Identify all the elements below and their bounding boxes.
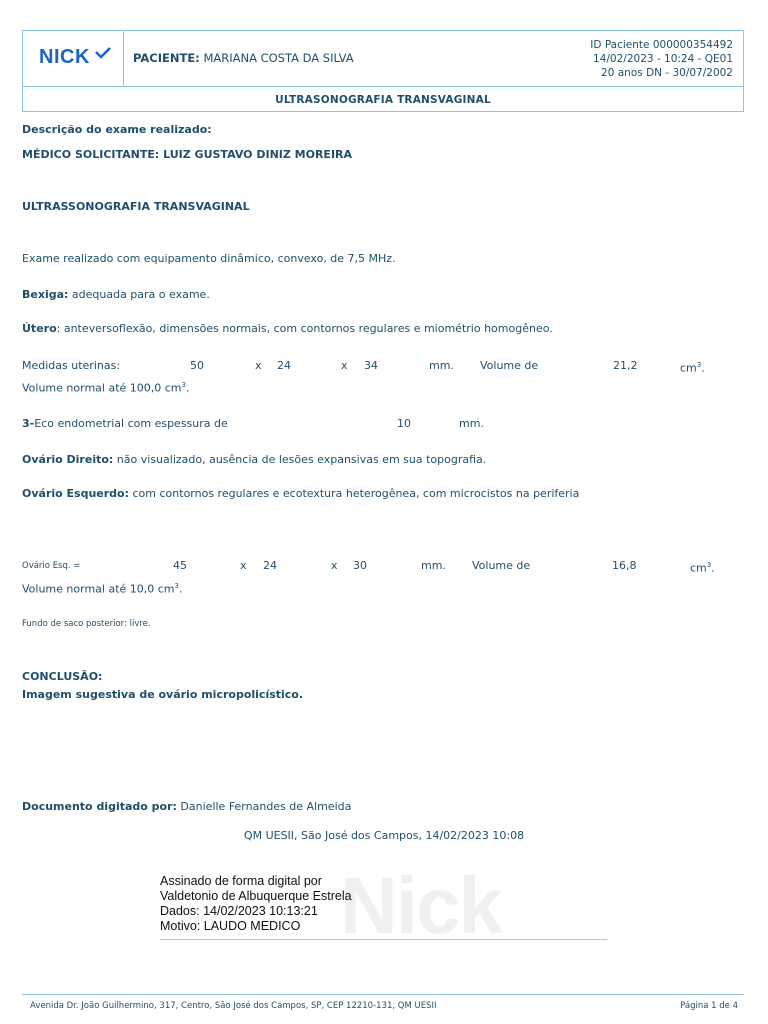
left-ovary-m2: 24 [263, 559, 277, 572]
uterine-volume-unit: $cm^3$. [680, 361, 705, 375]
typed-by-line [22, 800, 351, 813]
report-header [22, 30, 744, 112]
requesting-doctor: MÉDICO SOLICITANTE: LUIZ GUSTAVO DINIZ MOREIRA [22, 148, 353, 161]
ovario-direito-label: Ovário Direito: [22, 453, 114, 466]
page-number: Página 1 de 4 [680, 1001, 738, 1011]
bexiga-line [22, 288, 210, 301]
endometrium-unit: mm. [459, 417, 484, 430]
left-ovary-label: Ovário Esq. = [22, 561, 81, 571]
bexiga-label: Bexiga: [22, 288, 69, 301]
uterine-normal: Volume normal até 100,0 $cm^3$. [22, 381, 190, 395]
endometrium-line [22, 417, 228, 430]
digital-signature [160, 874, 352, 934]
exam-title: ULTRASONOGRAFIA TRANSVAGINAL [275, 94, 491, 106]
patient-age-dob: 20 anos DN - 30/07/2002 [601, 67, 733, 79]
endometrium-value: 10 [397, 417, 411, 430]
uterine-m2: 24 [277, 359, 291, 372]
signature-line-4: Motivo: LAUDO MEDICO [160, 919, 301, 933]
uterine-unit: mm. [429, 359, 454, 372]
uterine-m3: 34 [364, 359, 378, 372]
location-date: QM UESII, São José dos Campos, 14/02/2023 10:08 [243, 829, 525, 842]
uterine-label: Medidas uterinas: [22, 359, 121, 372]
fundo-saco-text: Fundo de saco posterior: livre. [22, 619, 151, 629]
typed-by-label: Documento digitado por: [22, 800, 177, 813]
ovario-direito-line [22, 453, 486, 466]
equipment-text: Exame realizado com equipamento dinâmico, convexo, de 7,5 MHz. [22, 252, 396, 265]
conclusion-label: CONCLUSÃO: [22, 670, 103, 683]
ovario-esquerdo-text: com contornos regulares e ecotextura heterogênea, com microcistos na periferia [129, 487, 580, 500]
header-top-row [23, 31, 743, 86]
uterine-x1: x [255, 359, 262, 372]
conclusion-text: Imagem sugestiva de ovário micropolicístico. [22, 688, 304, 701]
patient-line [133, 51, 354, 65]
uterine-m1: 50 [190, 359, 204, 372]
ovario-esquerdo-label: Ovário Esquerdo: [22, 487, 130, 500]
ovario-direito-text: não visualizado, ausência de lesões expansivas em sua topografia. [113, 453, 487, 466]
logo-check-icon [95, 47, 111, 59]
left-ovary-unit: mm. [421, 559, 446, 572]
footer-divider [22, 994, 744, 995]
left-ovary-volume-label: Volume de [472, 559, 531, 572]
left-ovary-volume-unit: $cm^3$. [690, 561, 715, 575]
description-label: Descrição do exame realizado: [22, 123, 212, 136]
patient-id: ID Paciente 000000354492 [590, 39, 733, 51]
left-ovary-m3: 30 [353, 559, 367, 572]
utero-line [22, 322, 553, 335]
signature-line-1: Assinado de forma digital por [160, 874, 322, 888]
typed-by-name: Danielle Fernandes de Almeida [176, 800, 352, 813]
brand-logo: NICK [39, 46, 90, 68]
bexiga-text: adequada para o exame. [68, 288, 210, 301]
endometrium-label: 3- [22, 417, 35, 430]
signature-line-2: Valdetonio de Albuquerque Estrela [160, 889, 352, 903]
exam-datetime: 14/02/2023 - 10:24 - QE01 [593, 53, 733, 65]
left-ovary-m1: 45 [173, 559, 187, 572]
signature-watermark: Nick [340, 861, 501, 950]
footer-address: Avenida Dr. João Guilhermino, 317, Centro, São José dos Campos, SP, CEP 12210-131, QM UESII [30, 1001, 437, 1011]
header-divider [23, 86, 743, 87]
logo-cell [23, 31, 124, 86]
endometrium-text: Eco endometrial com espessura de [34, 417, 228, 430]
patient-name: MARIANA COSTA DA SILVA [203, 51, 354, 65]
utero-text: : anteversoflexão, dimensões normais, com contornos regulares e miométrio homogêneo. [56, 322, 553, 335]
left-ovary-normal: Volume normal até 10,0 $cm^3$. [22, 582, 183, 596]
left-ovary-x1: x [240, 559, 247, 572]
left-ovary-x2: x [331, 559, 338, 572]
section-title: ULTRASSONOGRAFIA TRANSVAGINAL [22, 200, 250, 213]
patient-label: PACIENTE: [133, 51, 200, 65]
uterine-x2: x [341, 359, 348, 372]
utero-label: Útero [22, 322, 57, 335]
uterine-volume: 21,2 [613, 359, 638, 372]
uterine-volume-label: Volume de [480, 359, 539, 372]
signature-line-3: Dados: 14/02/2023 10:13:21 [160, 904, 318, 918]
ovario-esquerdo-line [22, 487, 579, 500]
patient-meta [590, 38, 733, 80]
left-ovary-volume: 16,8 [612, 559, 637, 572]
